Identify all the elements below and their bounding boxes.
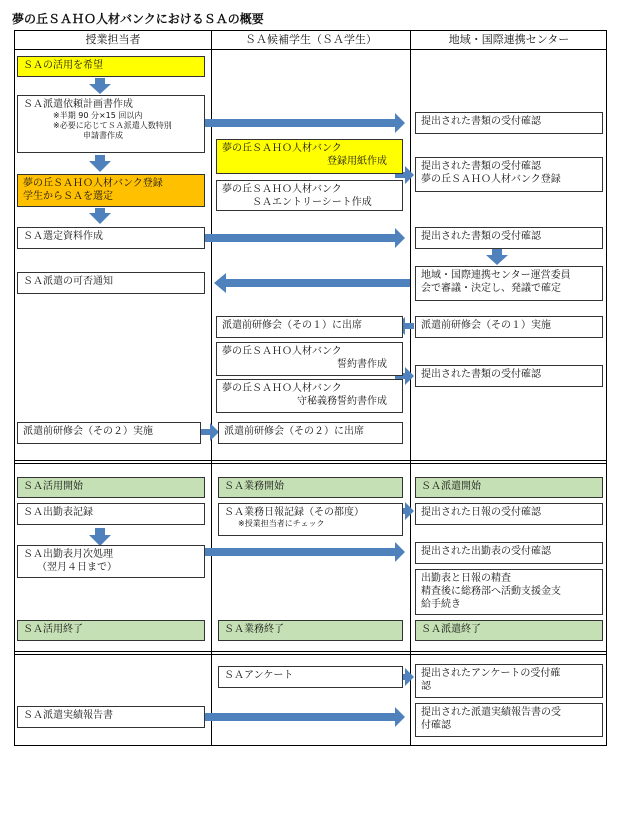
dispatch-start-label: ＳＡ派遣開始 (421, 481, 481, 492)
reception-box-2 (415, 157, 603, 192)
section-separator (14, 654, 607, 655)
use-start-label: ＳＡ活用開始 (23, 481, 83, 492)
reception-box-1 (415, 112, 603, 134)
select-sa-label: 学生からＳＡを選定 (23, 191, 113, 202)
reception-label: 提出された書類の受付確認 (421, 369, 541, 380)
committee-label: 地域・国際連携センター運営委員 (421, 270, 571, 281)
pledge-box (216, 342, 403, 376)
committee-label: 会で審議・決定し、発議で確定 (421, 283, 561, 294)
report-reception-label: 提出された派遣実績報告書の受 (421, 707, 561, 718)
monthly-box (17, 545, 205, 578)
confidentiality-label: 守秘義務誓約書作成 (297, 396, 387, 407)
report-reception-label: 付確認 (421, 720, 451, 731)
monthly-label: （翌月４日まで） (37, 562, 117, 573)
attendance-reception-label: 提出された出勤表の受付確認 (421, 546, 551, 557)
training1-held-box (415, 316, 603, 338)
reception-box-4 (415, 365, 603, 387)
work-start-label: ＳＡ業務開始 (224, 481, 284, 492)
reception-label: 提出された書類の受付確認 (421, 116, 541, 127)
registration-form-label: 夢の丘ＳＡＨＯ人材バンク (222, 143, 342, 154)
dispatch-plan-label: ＳＡ派遣依頼計画書作成 (23, 99, 133, 110)
dispatch-plan-note: ※半期 90 分×15 回以内 (53, 111, 143, 120)
work-start-box (218, 477, 403, 498)
selection-docs-box (17, 227, 205, 249)
scrutiny-label: 精査後に総務部へ活動支援金支 (421, 586, 561, 597)
questionnaire-reception-label: 認 (421, 681, 431, 692)
dispatch-end-box (415, 620, 603, 641)
report-reception-box (415, 703, 603, 737)
report-box (17, 706, 205, 728)
reception-label: 提出された書類の受付確認 (421, 231, 541, 242)
attendance-record-label: ＳＡ出勤表記録 (23, 507, 93, 518)
attendance-reception-box (415, 542, 603, 564)
dispatch-end-label: ＳＡ派遣終了 (421, 624, 481, 635)
entry-sheet-label: ＳＡエントリーシート作成 (252, 197, 372, 208)
daily-reception-box (415, 503, 603, 525)
sa-request-box (17, 56, 205, 77)
section-separator (14, 463, 607, 464)
training1-attend-label: 派遣前研修会（その１）に出席 (222, 320, 362, 331)
registration-label: 夢の丘ＳＡＨＯ人材バンク登録 (421, 174, 561, 185)
reception-box-3 (415, 227, 603, 249)
questionnaire-reception-box (415, 664, 603, 698)
questionnaire-box (218, 666, 403, 688)
training2-attend-label: 派遣前研修会（その２）に出席 (224, 426, 364, 437)
diagram-title: 夢の丘ＳＡＨＯ人材バンクにおけるＳＡの概要 (12, 12, 264, 26)
confidentiality-box (216, 379, 403, 413)
use-end-box (17, 620, 205, 641)
scrutiny-label: 出勤表と日報の精査 (421, 573, 511, 584)
pledge-label: 夢の丘ＳＡＨＯ人材バンク (222, 346, 342, 357)
use-start-box (17, 477, 205, 498)
confidentiality-label: 夢の丘ＳＡＨＯ人材バンク (222, 383, 342, 394)
dispatch-plan-note: ※必要に応じてＳＡ派遣人数特別 (53, 121, 172, 130)
work-end-box (218, 620, 403, 641)
scrutiny-box (415, 569, 603, 615)
section-separator (14, 460, 607, 461)
committee-box (415, 266, 603, 301)
selection-docs-label: ＳＡ選定資料作成 (23, 231, 103, 242)
daily-reception-label: 提出された日報の受付確認 (421, 507, 541, 518)
column-header-teacher: 授業担当者 (85, 33, 141, 46)
select-sa-label: 夢の丘ＳＡＨＯ人材バンク登録 (23, 178, 163, 189)
reception-label: 提出された書類の受付確認 (421, 161, 541, 172)
questionnaire-label: ＳＡアンケート (224, 670, 294, 681)
questionnaire-reception-label: 提出されたアンケートの受付確 (421, 668, 561, 679)
dispatch-plan-note: 申請書作成 (83, 131, 123, 140)
daily-report-box (218, 503, 403, 536)
training2-held-box (17, 422, 201, 444)
column-divider (211, 30, 212, 746)
registration-form-box (216, 139, 403, 174)
daily-report-label: ＳＡ業務日報記録（その都度） (224, 507, 364, 518)
entry-sheet-label: 夢の丘ＳＡＨＯ人材バンク (222, 184, 342, 195)
header-separator (14, 49, 607, 50)
sa-request-label: ＳＡの活用を希望 (23, 60, 103, 71)
select-sa-box (17, 174, 205, 207)
report-label: ＳＡ派遣実績報告書 (23, 710, 113, 721)
work-end-label: ＳＡ業務終了 (224, 624, 284, 635)
section-separator (14, 651, 607, 652)
dispatch-plan-box (17, 95, 205, 153)
training1-attend-box (216, 316, 403, 338)
use-end-label: ＳＡ活用終了 (23, 624, 83, 635)
training2-held-label: 派遣前研修会（その２）実施 (23, 426, 153, 437)
training1-held-label: 派遣前研修会（その１）実施 (421, 320, 551, 331)
attendance-record-box (17, 503, 205, 525)
pledge-label: 誓約書作成 (337, 359, 387, 370)
notice-box (17, 272, 205, 294)
column-divider (410, 30, 411, 746)
daily-report-note: ※授業担当者にチェック (238, 519, 325, 528)
monthly-label: ＳＡ出勤表月次処理 (23, 549, 113, 560)
training2-attend-box (218, 422, 403, 444)
registration-form-label: 登録用紙作成 (327, 156, 387, 167)
column-header-center: 地域・国際連携センター (448, 33, 570, 46)
scrutiny-label: 給手続き (421, 599, 461, 610)
entry-sheet-box (216, 180, 403, 211)
dispatch-start-box (415, 477, 603, 498)
notice-label: ＳＡ派遣の可否通知 (23, 276, 113, 287)
column-header-student: ＳＡ候補学生（ＳＡ学生） (245, 33, 377, 46)
